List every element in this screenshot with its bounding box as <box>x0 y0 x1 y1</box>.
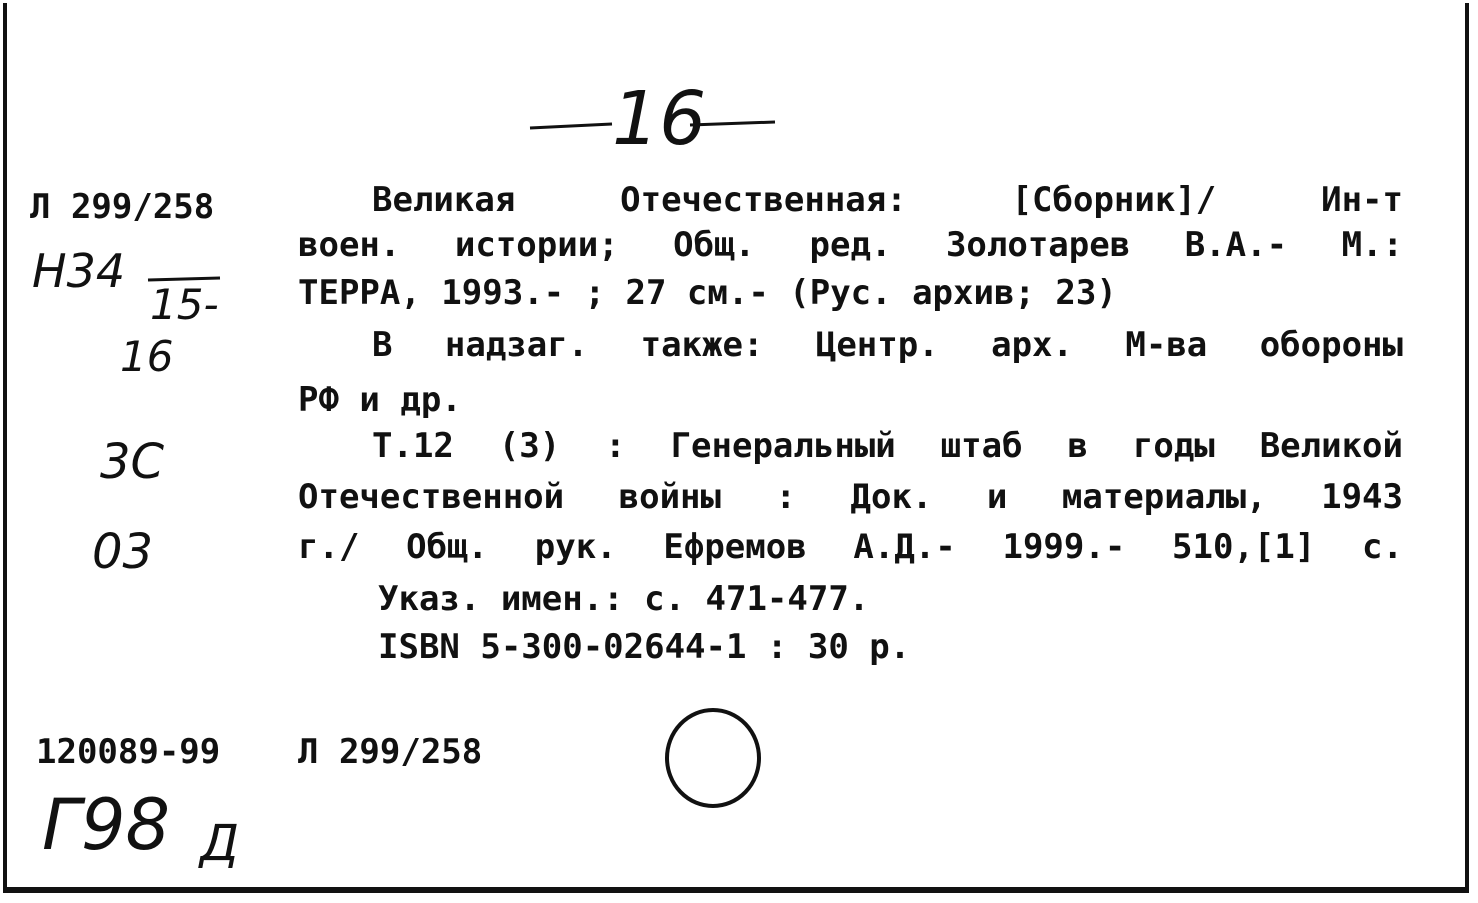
record-line-8: г./ Общ. рук. Ефремов А.Д.- 1999.- 510,[1] с. <box>298 527 1403 567</box>
handwritten-mark-2: 03 <box>92 524 154 580</box>
handwritten-code: Н34 <box>32 244 126 298</box>
record-line-1: Великая Отечественная: [Сборник]/ Ин-т <box>372 180 1403 220</box>
record-line-4: В надзаг. также: Центр. арх. М-ва обороны <box>372 325 1403 365</box>
record-line-6: Т.12 (3) : Генеральный штаб в годы Великой <box>372 426 1403 466</box>
handwritten-fraction-bottom: 16 <box>120 332 174 381</box>
record-line-10: ISBN 5-300-02644-1 : 30 р. <box>378 627 911 667</box>
record-line-3: ТЕРРА, 1993.- ; 27 см.- (Рус. архив; 23) <box>298 273 1117 313</box>
stamp-circle <box>667 710 759 806</box>
accession-number: 120089-99 <box>36 732 221 772</box>
card-number: 16 <box>612 76 707 162</box>
handwritten-bottom-mark: Г98 <box>42 784 171 866</box>
handwritten-fraction-top: 15- <box>150 280 219 329</box>
shelfmark-bottom: Л 299/258 <box>298 732 483 772</box>
record-line-9: Указ. имен.: с. 471-477. <box>378 579 870 619</box>
handwritten-mark-1: 3С <box>100 434 165 490</box>
record-line-2: воен. истории; Общ. ред. Золотарев В.А.- М.: <box>298 225 1403 265</box>
handwritten-bottom-letter: Д <box>200 814 240 872</box>
record-line-5: РФ и др. <box>298 380 462 420</box>
shelfmark-top: Л 299/258 <box>30 187 215 227</box>
record-line-7: Отечественной войны : Док. и материалы, 1943 <box>298 477 1403 517</box>
